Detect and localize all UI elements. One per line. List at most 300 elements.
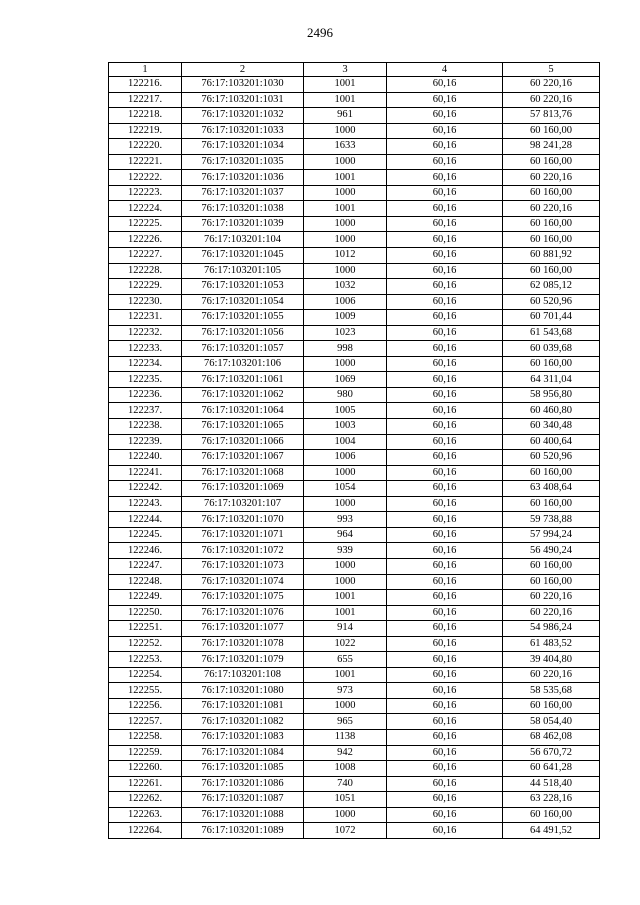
table-row — [109, 605, 600, 621]
rate-cell: 60,16 — [387, 387, 503, 403]
amount-cell: 68 462,08 — [503, 729, 600, 745]
area-cell: 964 — [304, 527, 387, 543]
area-cell: 939 — [304, 543, 387, 559]
row-number-cell: 122253. — [109, 652, 182, 668]
rate-cell: 60,16 — [387, 154, 503, 170]
table-row — [109, 558, 600, 574]
amount-cell: 60 220,16 — [503, 590, 600, 606]
amount-cell: 60 160,00 — [503, 232, 600, 248]
row-number-cell: 122232. — [109, 325, 182, 341]
cadastral-number-cell: 76:17:103201:1078 — [182, 636, 304, 652]
rate-cell: 60,16 — [387, 108, 503, 124]
row-number-cell: 122246. — [109, 543, 182, 559]
amount-cell: 60 520,96 — [503, 294, 600, 310]
rate-cell: 60,16 — [387, 636, 503, 652]
area-cell: 1000 — [304, 263, 387, 279]
row-number-cell: 122250. — [109, 605, 182, 621]
row-number-cell: 122260. — [109, 761, 182, 777]
rate-cell: 60,16 — [387, 341, 503, 357]
cadastral-number-cell: 76:17:103201:1069 — [182, 481, 304, 497]
row-number-cell: 122217. — [109, 92, 182, 108]
amount-cell: 56 490,24 — [503, 543, 600, 559]
table-row — [109, 294, 600, 310]
area-cell: 1000 — [304, 465, 387, 481]
table-row — [109, 310, 600, 326]
table-row — [109, 201, 600, 217]
cadastral-number-cell: 76:17:103201:1084 — [182, 745, 304, 761]
area-cell: 1006 — [304, 450, 387, 466]
rate-cell: 60,16 — [387, 403, 503, 419]
area-cell: 1138 — [304, 729, 387, 745]
area-cell: 1069 — [304, 372, 387, 388]
area-cell: 914 — [304, 621, 387, 637]
table-row — [109, 77, 600, 93]
row-number-cell: 122219. — [109, 123, 182, 139]
rate-cell: 60,16 — [387, 232, 503, 248]
amount-cell: 56 670,72 — [503, 745, 600, 761]
amount-cell: 60 701,44 — [503, 310, 600, 326]
table-row — [109, 356, 600, 372]
amount-cell: 58 054,40 — [503, 714, 600, 730]
cadastral-number-cell: 76:17:103201:108 — [182, 667, 304, 683]
rate-cell: 60,16 — [387, 170, 503, 186]
table-row — [109, 745, 600, 761]
area-cell: 1633 — [304, 139, 387, 155]
area-cell: 1012 — [304, 248, 387, 264]
area-cell: 1000 — [304, 698, 387, 714]
rate-cell: 60,16 — [387, 792, 503, 808]
row-number-cell: 122243. — [109, 496, 182, 512]
table-row — [109, 481, 600, 497]
cadastral-number-cell: 76:17:103201:1087 — [182, 792, 304, 808]
area-cell: 961 — [304, 108, 387, 124]
area-cell: 1001 — [304, 590, 387, 606]
cadastral-number-cell: 76:17:103201:1035 — [182, 154, 304, 170]
rate-cell: 60,16 — [387, 667, 503, 683]
cadastral-number-cell: 76:17:103201:1070 — [182, 512, 304, 528]
column-header: 5 — [503, 63, 600, 77]
amount-cell: 64 491,52 — [503, 823, 600, 839]
amount-cell: 60 460,80 — [503, 403, 600, 419]
table-row — [109, 263, 600, 279]
cadastral-number-cell: 76:17:103201:105 — [182, 263, 304, 279]
rate-cell: 60,16 — [387, 558, 503, 574]
table-row — [109, 450, 600, 466]
amount-cell: 59 738,88 — [503, 512, 600, 528]
rate-cell: 60,16 — [387, 356, 503, 372]
row-number-cell: 122259. — [109, 745, 182, 761]
area-cell: 655 — [304, 652, 387, 668]
amount-cell: 57 813,76 — [503, 108, 600, 124]
amount-cell: 58 956,80 — [503, 387, 600, 403]
area-cell: 1000 — [304, 574, 387, 590]
row-number-cell: 122231. — [109, 310, 182, 326]
amount-cell: 60 160,00 — [503, 154, 600, 170]
table-row — [109, 683, 600, 699]
table-row — [109, 621, 600, 637]
amount-cell: 58 535,68 — [503, 683, 600, 699]
area-cell: 942 — [304, 745, 387, 761]
rate-cell: 60,16 — [387, 823, 503, 839]
cadastral-number-cell: 76:17:103201:1089 — [182, 823, 304, 839]
row-number-cell: 122247. — [109, 558, 182, 574]
area-cell: 1009 — [304, 310, 387, 326]
cadastral-number-cell: 76:17:103201:1039 — [182, 216, 304, 232]
column-header: 2 — [182, 63, 304, 77]
amount-cell: 60 881,92 — [503, 248, 600, 264]
amount-cell: 60 160,00 — [503, 123, 600, 139]
cadastral-number-cell: 76:17:103201:1086 — [182, 776, 304, 792]
rate-cell: 60,16 — [387, 543, 503, 559]
cadastral-number-cell: 76:17:103201:1030 — [182, 77, 304, 93]
area-cell: 1001 — [304, 667, 387, 683]
table-body — [109, 77, 600, 839]
cadastral-number-cell: 76:17:103201:1083 — [182, 729, 304, 745]
table-row — [109, 325, 600, 341]
table-row — [109, 92, 600, 108]
cadastral-number-cell: 76:17:103201:1085 — [182, 761, 304, 777]
rate-cell: 60,16 — [387, 512, 503, 528]
area-cell: 1001 — [304, 201, 387, 217]
rate-cell: 60,16 — [387, 714, 503, 730]
table-row — [109, 543, 600, 559]
data-table — [108, 62, 600, 839]
area-cell: 1000 — [304, 216, 387, 232]
row-number-cell: 122233. — [109, 341, 182, 357]
cadastral-number-cell: 76:17:103201:1080 — [182, 683, 304, 699]
table-row — [109, 574, 600, 590]
row-number-cell: 122264. — [109, 823, 182, 839]
table-row — [109, 403, 600, 419]
area-cell: 1000 — [304, 232, 387, 248]
area-cell: 1000 — [304, 807, 387, 823]
rate-cell: 60,16 — [387, 248, 503, 264]
row-number-cell: 122256. — [109, 698, 182, 714]
row-number-cell: 122244. — [109, 512, 182, 528]
cadastral-number-cell: 76:17:103201:1057 — [182, 341, 304, 357]
table-row — [109, 154, 600, 170]
area-cell: 1000 — [304, 154, 387, 170]
row-number-cell: 122262. — [109, 792, 182, 808]
area-cell: 1032 — [304, 279, 387, 295]
cadastral-number-cell: 76:17:103201:1062 — [182, 387, 304, 403]
cadastral-number-cell: 76:17:103201:1054 — [182, 294, 304, 310]
table-row — [109, 512, 600, 528]
rate-cell: 60,16 — [387, 310, 503, 326]
rate-cell: 60,16 — [387, 590, 503, 606]
row-number-cell: 122230. — [109, 294, 182, 310]
cadastral-number-cell: 76:17:103201:1056 — [182, 325, 304, 341]
amount-cell: 60 160,00 — [503, 356, 600, 372]
row-number-cell: 122255. — [109, 683, 182, 699]
area-cell: 1072 — [304, 823, 387, 839]
area-cell: 1004 — [304, 434, 387, 450]
row-number-cell: 122245. — [109, 527, 182, 543]
cadastral-number-cell: 76:17:103201:1072 — [182, 543, 304, 559]
cadastral-number-cell: 76:17:103201:1076 — [182, 605, 304, 621]
rate-cell: 60,16 — [387, 652, 503, 668]
rate-cell: 60,16 — [387, 294, 503, 310]
area-cell: 1000 — [304, 185, 387, 201]
rate-cell: 60,16 — [387, 761, 503, 777]
rate-cell: 60,16 — [387, 481, 503, 497]
cadastral-number-cell: 76:17:103201:1036 — [182, 170, 304, 186]
area-cell: 1001 — [304, 77, 387, 93]
column-header: 4 — [387, 63, 503, 77]
row-number-cell: 122252. — [109, 636, 182, 652]
cadastral-number-cell: 76:17:103201:1071 — [182, 527, 304, 543]
rate-cell: 60,16 — [387, 745, 503, 761]
area-cell: 1000 — [304, 123, 387, 139]
row-number-cell: 122238. — [109, 419, 182, 435]
row-number-cell: 122239. — [109, 434, 182, 450]
amount-cell: 60 160,00 — [503, 698, 600, 714]
rate-cell: 60,16 — [387, 372, 503, 388]
cadastral-number-cell: 76:17:103201:104 — [182, 232, 304, 248]
amount-cell: 60 160,00 — [503, 558, 600, 574]
table-row — [109, 776, 600, 792]
column-header: 3 — [304, 63, 387, 77]
table-row — [109, 185, 600, 201]
table-row — [109, 139, 600, 155]
rate-cell: 60,16 — [387, 450, 503, 466]
cadastral-number-cell: 76:17:103201:1073 — [182, 558, 304, 574]
page-number: 2496 — [307, 25, 333, 40]
row-number-cell: 122240. — [109, 450, 182, 466]
rate-cell: 60,16 — [387, 621, 503, 637]
row-number-cell: 122235. — [109, 372, 182, 388]
cadastral-number-cell: 76:17:103201:1038 — [182, 201, 304, 217]
row-number-cell: 122251. — [109, 621, 182, 637]
amount-cell: 60 641,28 — [503, 761, 600, 777]
table-row — [109, 419, 600, 435]
row-number-cell: 122234. — [109, 356, 182, 372]
area-cell: 1001 — [304, 170, 387, 186]
row-number-cell: 122226. — [109, 232, 182, 248]
area-cell: 1000 — [304, 558, 387, 574]
row-number-cell: 122242. — [109, 481, 182, 497]
row-number-cell: 122227. — [109, 248, 182, 264]
row-number-cell: 122222. — [109, 170, 182, 186]
rate-cell: 60,16 — [387, 263, 503, 279]
rate-cell: 60,16 — [387, 698, 503, 714]
column-header: 1 — [109, 63, 182, 77]
cadastral-number-cell: 76:17:103201:1031 — [182, 92, 304, 108]
table-row — [109, 807, 600, 823]
row-number-cell: 122236. — [109, 387, 182, 403]
cadastral-number-cell: 76:17:103201:107 — [182, 496, 304, 512]
row-number-cell: 122263. — [109, 807, 182, 823]
row-number-cell: 122216. — [109, 77, 182, 93]
amount-cell: 60 340,48 — [503, 419, 600, 435]
table-row — [109, 496, 600, 512]
table-row — [109, 248, 600, 264]
rate-cell: 60,16 — [387, 185, 503, 201]
rate-cell: 60,16 — [387, 279, 503, 295]
cadastral-number-cell: 76:17:103201:1045 — [182, 248, 304, 264]
area-cell: 1000 — [304, 496, 387, 512]
amount-cell: 61 543,68 — [503, 325, 600, 341]
cadastral-number-cell: 76:17:103201:1032 — [182, 108, 304, 124]
rate-cell: 60,16 — [387, 465, 503, 481]
table-row — [109, 434, 600, 450]
area-cell: 1022 — [304, 636, 387, 652]
table-row — [109, 123, 600, 139]
area-cell: 1054 — [304, 481, 387, 497]
table-row — [109, 792, 600, 808]
amount-cell: 60 160,00 — [503, 465, 600, 481]
area-cell: 1005 — [304, 403, 387, 419]
table-row — [109, 216, 600, 232]
table-row — [109, 590, 600, 606]
row-number-cell: 122228. — [109, 263, 182, 279]
cadastral-number-cell: 76:17:103201:1037 — [182, 185, 304, 201]
amount-cell: 60 220,16 — [503, 77, 600, 93]
rate-cell: 60,16 — [387, 807, 503, 823]
rate-cell: 60,16 — [387, 123, 503, 139]
cadastral-number-cell: 76:17:103201:1061 — [182, 372, 304, 388]
table-row — [109, 387, 600, 403]
cadastral-number-cell: 76:17:103201:1079 — [182, 652, 304, 668]
cadastral-number-cell: 76:17:103201:1068 — [182, 465, 304, 481]
cadastral-number-cell: 76:17:103201:1034 — [182, 139, 304, 155]
area-cell: 1001 — [304, 92, 387, 108]
rate-cell: 60,16 — [387, 434, 503, 450]
cadastral-number-cell: 76:17:103201:1074 — [182, 574, 304, 590]
area-cell: 1003 — [304, 419, 387, 435]
rate-cell: 60,16 — [387, 325, 503, 341]
area-cell: 1051 — [304, 792, 387, 808]
rate-cell: 60,16 — [387, 496, 503, 512]
cadastral-number-cell: 76:17:103201:1064 — [182, 403, 304, 419]
rate-cell: 60,16 — [387, 216, 503, 232]
amount-cell: 60 160,00 — [503, 216, 600, 232]
area-cell: 1006 — [304, 294, 387, 310]
area-cell: 1001 — [304, 605, 387, 621]
cadastral-number-cell: 76:17:103201:1066 — [182, 434, 304, 450]
amount-cell: 60 220,16 — [503, 92, 600, 108]
cadastral-number-cell: 76:17:103201:1067 — [182, 450, 304, 466]
rate-cell: 60,16 — [387, 92, 503, 108]
row-number-cell: 122221. — [109, 154, 182, 170]
amount-cell: 60 220,16 — [503, 201, 600, 217]
amount-cell: 64 311,04 — [503, 372, 600, 388]
row-number-cell: 122257. — [109, 714, 182, 730]
table-row — [109, 636, 600, 652]
amount-cell: 57 994,24 — [503, 527, 600, 543]
table-row — [109, 108, 600, 124]
amount-cell: 44 518,40 — [503, 776, 600, 792]
rate-cell: 60,16 — [387, 527, 503, 543]
cadastral-number-cell: 76:17:103201:1033 — [182, 123, 304, 139]
amount-cell: 60 160,00 — [503, 496, 600, 512]
area-cell: 1000 — [304, 356, 387, 372]
row-number-cell: 122248. — [109, 574, 182, 590]
table-row — [109, 279, 600, 295]
amount-cell: 60 160,00 — [503, 807, 600, 823]
amount-cell: 62 085,12 — [503, 279, 600, 295]
rate-cell: 60,16 — [387, 77, 503, 93]
row-number-cell: 122225. — [109, 216, 182, 232]
table-row — [109, 761, 600, 777]
table-row — [109, 465, 600, 481]
table-row — [109, 729, 600, 745]
area-cell: 973 — [304, 683, 387, 699]
table-row — [109, 170, 600, 186]
amount-cell: 60 220,16 — [503, 170, 600, 186]
cadastral-number-cell: 76:17:103201:1075 — [182, 590, 304, 606]
rate-cell: 60,16 — [387, 419, 503, 435]
row-number-cell: 122220. — [109, 139, 182, 155]
row-number-cell: 122237. — [109, 403, 182, 419]
amount-cell: 63 228,16 — [503, 792, 600, 808]
row-number-cell: 122249. — [109, 590, 182, 606]
amount-cell: 54 986,24 — [503, 621, 600, 637]
amount-cell: 63 408,64 — [503, 481, 600, 497]
table-header-row — [109, 63, 600, 77]
cadastral-number-cell: 76:17:103201:1081 — [182, 698, 304, 714]
cadastral-number-cell: 76:17:103201:1055 — [182, 310, 304, 326]
amount-cell: 61 483,52 — [503, 636, 600, 652]
amount-cell: 60 160,00 — [503, 263, 600, 279]
table-row — [109, 341, 600, 357]
amount-cell: 60 160,00 — [503, 185, 600, 201]
amount-cell: 60 220,16 — [503, 667, 600, 683]
table-row — [109, 232, 600, 248]
row-number-cell: 122224. — [109, 201, 182, 217]
table-row — [109, 667, 600, 683]
table-row — [109, 652, 600, 668]
amount-cell: 60 160,00 — [503, 574, 600, 590]
amount-cell: 60 039,68 — [503, 341, 600, 357]
rate-cell: 60,16 — [387, 574, 503, 590]
row-number-cell: 122218. — [109, 108, 182, 124]
amount-cell: 60 220,16 — [503, 605, 600, 621]
rate-cell: 60,16 — [387, 201, 503, 217]
cadastral-number-cell: 76:17:103201:1077 — [182, 621, 304, 637]
row-number-cell: 122258. — [109, 729, 182, 745]
table-row — [109, 698, 600, 714]
rate-cell: 60,16 — [387, 605, 503, 621]
rate-cell: 60,16 — [387, 683, 503, 699]
area-cell: 1008 — [304, 761, 387, 777]
row-number-cell: 122223. — [109, 185, 182, 201]
rate-cell: 60,16 — [387, 776, 503, 792]
amount-cell: 39 404,80 — [503, 652, 600, 668]
table-row — [109, 714, 600, 730]
area-cell: 980 — [304, 387, 387, 403]
amount-cell: 98 241,28 — [503, 139, 600, 155]
table-row — [109, 372, 600, 388]
row-number-cell: 122254. — [109, 667, 182, 683]
area-cell: 998 — [304, 341, 387, 357]
table-row — [109, 823, 600, 839]
cadastral-number-cell: 76:17:103201:1088 — [182, 807, 304, 823]
cadastral-number-cell: 76:17:103201:1065 — [182, 419, 304, 435]
area-cell: 993 — [304, 512, 387, 528]
row-number-cell: 122261. — [109, 776, 182, 792]
cadastral-number-cell: 76:17:103201:1082 — [182, 714, 304, 730]
area-cell: 740 — [304, 776, 387, 792]
row-number-cell: 122241. — [109, 465, 182, 481]
amount-cell: 60 520,96 — [503, 450, 600, 466]
area-cell: 1023 — [304, 325, 387, 341]
rate-cell: 60,16 — [387, 729, 503, 745]
rate-cell: 60,16 — [387, 139, 503, 155]
area-cell: 965 — [304, 714, 387, 730]
cadastral-number-cell: 76:17:103201:1053 — [182, 279, 304, 295]
amount-cell: 60 400,64 — [503, 434, 600, 450]
